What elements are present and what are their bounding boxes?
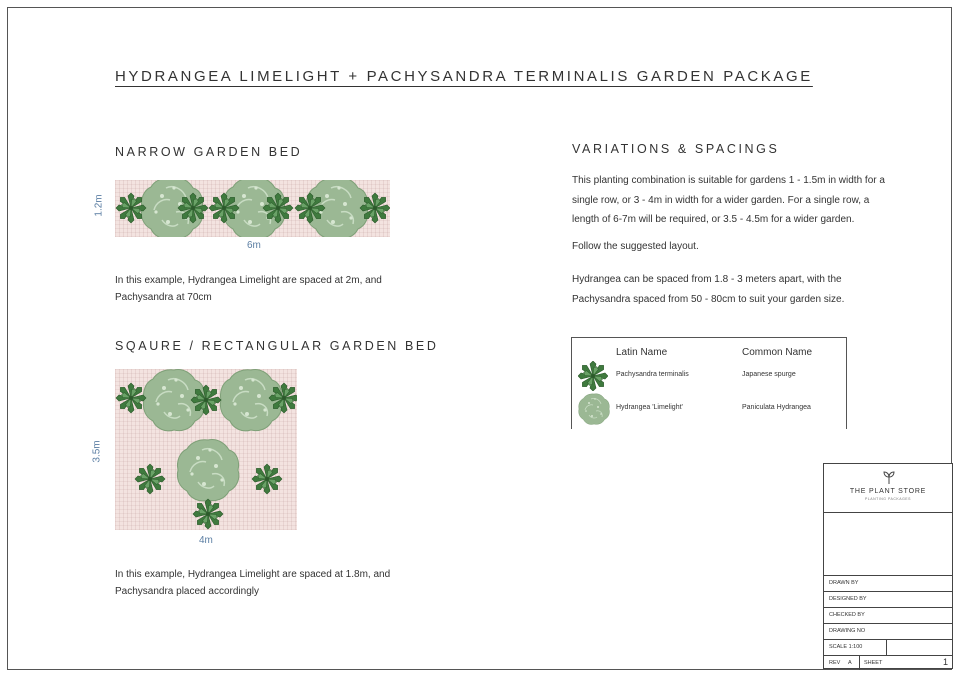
square-height-label: 3.5m [91, 440, 103, 463]
pachysandra-plant [295, 193, 325, 223]
narrow-height-label: 1.2m [93, 194, 105, 217]
legend-latin-name: Hydrangea 'Limelight' [616, 404, 683, 411]
pachysandra-plant [209, 193, 239, 223]
legend-latin-name: Pachysandra terminalis [616, 371, 689, 378]
pachysandra-plant [191, 385, 221, 415]
brand-tagline: PLANTING PACKAGES [865, 497, 911, 501]
hydrangea-icon [578, 393, 610, 425]
legend-header-common: Common Name [742, 347, 813, 358]
narrow-bed-planting [115, 180, 390, 237]
legend-common-name: Paniculata Hydrangea [742, 404, 811, 411]
legend-header-latin: Latin Name [616, 347, 668, 358]
pachysandra-plant [360, 193, 390, 223]
hydrangea-plant [177, 440, 238, 501]
checked-by-row: CHECKED BY [824, 607, 952, 623]
variations-paragraph-2: Follow the suggested layout. [572, 241, 699, 252]
pachysandra-plant [193, 499, 223, 529]
title-block-blank [824, 512, 952, 576]
variations-heading: VARIATIONS & SPACINGS [572, 142, 780, 156]
square-bed-heading: SQAURE / RECTANGULAR GARDEN BED [115, 339, 439, 353]
designed-by-row: DESIGNED BY [824, 591, 952, 607]
drawing-no-row: DRAWING NO [824, 623, 952, 639]
square-bed-planting [115, 369, 297, 530]
plant-logo-icon [883, 469, 895, 485]
drawn-by-row: DRAWN BY [824, 575, 952, 591]
pachysandra-icon [578, 361, 608, 391]
square-width-label: 4m [199, 535, 213, 546]
pachysandra-plant [116, 193, 146, 223]
narrow-bed-heading: NARROW GARDEN BED [115, 145, 303, 159]
pachysandra-plant [252, 464, 282, 494]
legend-common-name: Japanese spurge [742, 371, 796, 378]
narrow-caption: In this example, Hydrangea Limelight are spaced at 2m, and Pachysandra at 70cm [115, 275, 382, 303]
title-block [823, 463, 953, 669]
brand-name: THE PLANT STORE [849, 488, 927, 495]
pachysandra-plant [178, 193, 208, 223]
pachysandra-plant [116, 383, 146, 413]
rev-sheet-row: REV A SHEET 1 [824, 655, 952, 670]
page-title: HYDRANGEA LIMELIGHT + PACHYSANDRA TERMINALIS GARDEN PACKAGE [115, 68, 813, 85]
plant-legend [571, 337, 847, 429]
pachysandra-plant [135, 464, 165, 494]
narrow-width-label: 6m [247, 240, 261, 251]
scale-row: SCALE 1:100 [824, 639, 952, 655]
variations-paragraph-3: Hydrangea can be spaced from 1.8 - 3 meters apart, with the Pachysandra spaced from 50 - 80cm to suit your garden size. [572, 274, 845, 305]
pachysandra-plant [269, 383, 297, 413]
variations-paragraph-1: This planting combination is suitable for gardens 1 - 1.5m in width for a single row, or 3 - 4m in width for a wider garden. For a single row, a length of 6-7m will be required, or 3.5 - 4.5m for a wider garden. [572, 175, 885, 225]
pachysandra-plant [263, 193, 293, 223]
square-caption: In this example, Hydrangea Limelight are spaced at 1.8m, and Pachysandra placed accordingly [115, 569, 391, 597]
